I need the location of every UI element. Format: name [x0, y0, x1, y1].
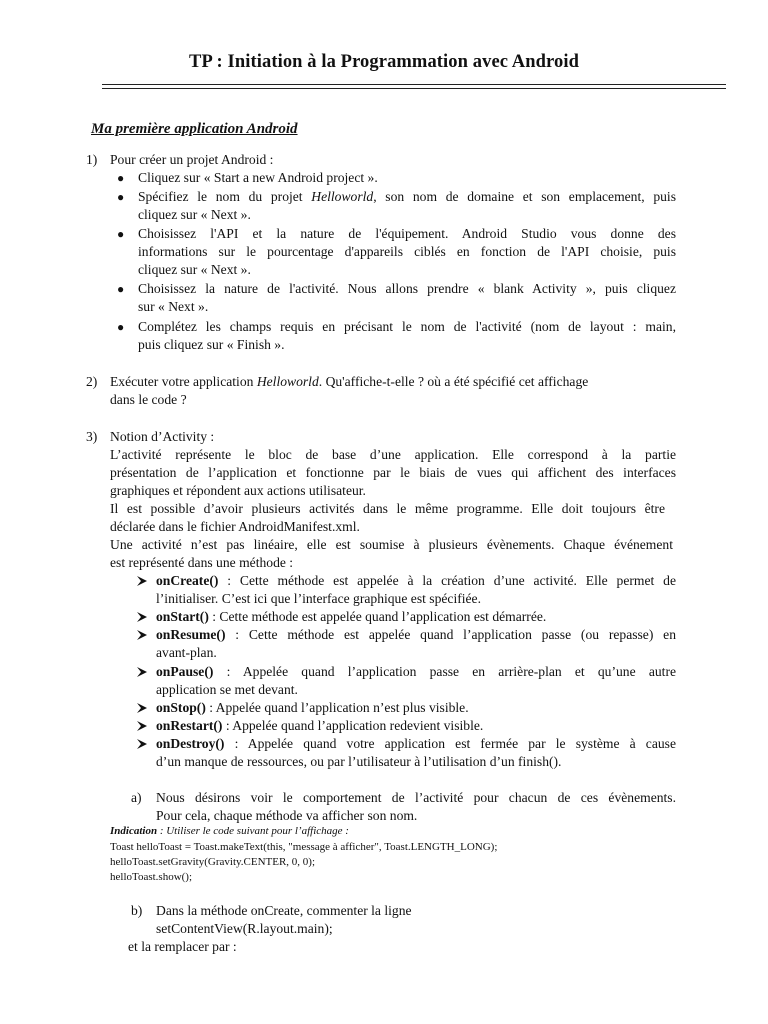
- method-line: onResume() : Cette méthode est appelée quand l’application passe (ou repasse) en: [156, 627, 676, 642]
- subitem-text: Pour cela, chaque méthode va afficher son nom.: [156, 808, 418, 823]
- arrow-bullet-icon: [136, 738, 148, 750]
- subitem-letter: a): [131, 790, 142, 805]
- bullet-text: cliquez sur « Next ».: [138, 207, 251, 222]
- paragraph-line: Il est possible d’avoir plusieurs activités dans le même programme. Elle doit toujours être: [110, 501, 665, 516]
- bullet-icon: ●: [117, 190, 125, 204]
- paragraph-line: est représenté dans une méthode :: [110, 555, 294, 570]
- item-text: Exécuter votre application Helloworld. Qu'affiche-t-elle ? où a été spécifié cet affichage: [110, 374, 589, 389]
- bullet-text: Choisissez la nature de l'activité. Nous allons prendre « blank Activity », puis cliquez: [138, 281, 676, 296]
- bullet-icon: ●: [117, 282, 125, 296]
- item-intro: Notion d’Activity :: [110, 429, 215, 444]
- method-line: application se met devant.: [156, 682, 298, 697]
- paragraph-line: déclarée dans le fichier AndroidManifest.xml.: [110, 519, 360, 534]
- subitem-text: setContentView(R.layout.main);: [156, 921, 333, 936]
- method-line: onStop() : Appelée quand l’application n’est plus visible.: [156, 700, 469, 715]
- method-line: onPause() : Appelée quand l’application passe en arrière-plan et qu’une autre: [156, 664, 676, 679]
- bullet-text: cliquez sur « Next ».: [138, 262, 251, 277]
- arrow-bullet-icon: [136, 702, 148, 714]
- code-line: helloToast.setGravity(Gravity.CENTER, 0, 0);: [110, 856, 316, 868]
- subitem-text: et la remplacer par :: [128, 939, 237, 954]
- method-line: d’un manque de ressources, ou par l’utilisateur à l’utilisation d’un finish().: [156, 754, 562, 769]
- method-line: avant-plan.: [156, 645, 217, 660]
- bullet-icon: ●: [117, 171, 125, 185]
- arrow-bullet-icon: [136, 611, 148, 623]
- item-number: 2): [86, 374, 98, 389]
- paragraph-line: L’activité représente le bloc de base d’une application. Elle correspond à la partie: [110, 447, 676, 462]
- bullet-text: sur « Next ».: [138, 299, 209, 314]
- code-line: Toast helloToast = Toast.makeText(this, "message à afficher", Toast.LENGTH_LONG);: [110, 841, 498, 853]
- bullet-text: puis cliquez sur « Finish ».: [138, 337, 285, 352]
- bullet-text: Cliquez sur « Start a new Android project ».: [138, 170, 378, 185]
- title-rule-bottom: [102, 88, 726, 89]
- arrow-bullet-icon: [136, 575, 148, 587]
- bullet-icon: ●: [117, 320, 125, 334]
- method-line: onRestart() : Appelée quand l’application redevient visible.: [156, 718, 484, 733]
- paragraph-line: présentation de l’application et fonctionne par le biais de vues qui affichent des interfaces: [110, 465, 676, 480]
- bullet-text: informations sur le pourcentage d'appareils ciblés en fonction de l'API choisie, puis: [138, 244, 676, 259]
- item-text: dans le code ?: [110, 392, 187, 407]
- title-rule-top: [102, 84, 726, 85]
- arrow-bullet-icon: [136, 629, 148, 641]
- bullet-text: Complétez les champs requis en précisant le nom de l'activité (nom de layout : main,: [138, 319, 676, 334]
- subitem-text: Dans la méthode onCreate, commenter la ligne: [156, 903, 412, 918]
- bullet-text: Spécifiez le nom du projet Helloworld, son nom de domaine et son emplacement, puis: [138, 189, 676, 204]
- arrow-bullet-icon: [136, 720, 148, 732]
- item-intro: Pour créer un projet Android :: [110, 152, 274, 167]
- subitem-letter: b): [131, 903, 143, 918]
- paragraph-line: graphiques et répondent aux actions utilisateur.: [110, 483, 366, 498]
- bullet-text: Choisissez l'API et la nature de l'équipement. Android Studio vous donne des: [138, 226, 676, 241]
- paragraph-line: Une activité n’est pas linéaire, elle est soumise à plusieurs évènements. Chaque événement: [110, 537, 673, 552]
- item-number: 1): [86, 152, 98, 167]
- page-title: TP : Initiation à la Programmation avec Android: [189, 52, 579, 72]
- method-line: onDestroy() : Appelée quand votre application est fermée par le système à cause: [156, 736, 676, 751]
- indication-note: Indication : Utiliser le code suivant pour l’affichage :: [110, 825, 349, 837]
- method-line: onCreate() : Cette méthode est appelée à la création d’une activité. Elle permet de: [156, 573, 676, 588]
- section-title: Ma première application Android: [91, 121, 298, 137]
- method-line: onStart() : Cette méthode est appelée quand l’application est démarrée.: [156, 609, 547, 624]
- code-line: helloToast.show();: [110, 871, 193, 883]
- arrow-bullet-icon: [136, 666, 148, 678]
- subitem-text: Nous désirons voir le comportement de l’activité pour chacun de ces évènements.: [156, 790, 676, 805]
- item-number: 3): [86, 429, 98, 444]
- bullet-icon: ●: [117, 227, 125, 241]
- method-line: l’initialiser. C’est ici que l’interface graphique est spécifiée.: [156, 591, 481, 606]
